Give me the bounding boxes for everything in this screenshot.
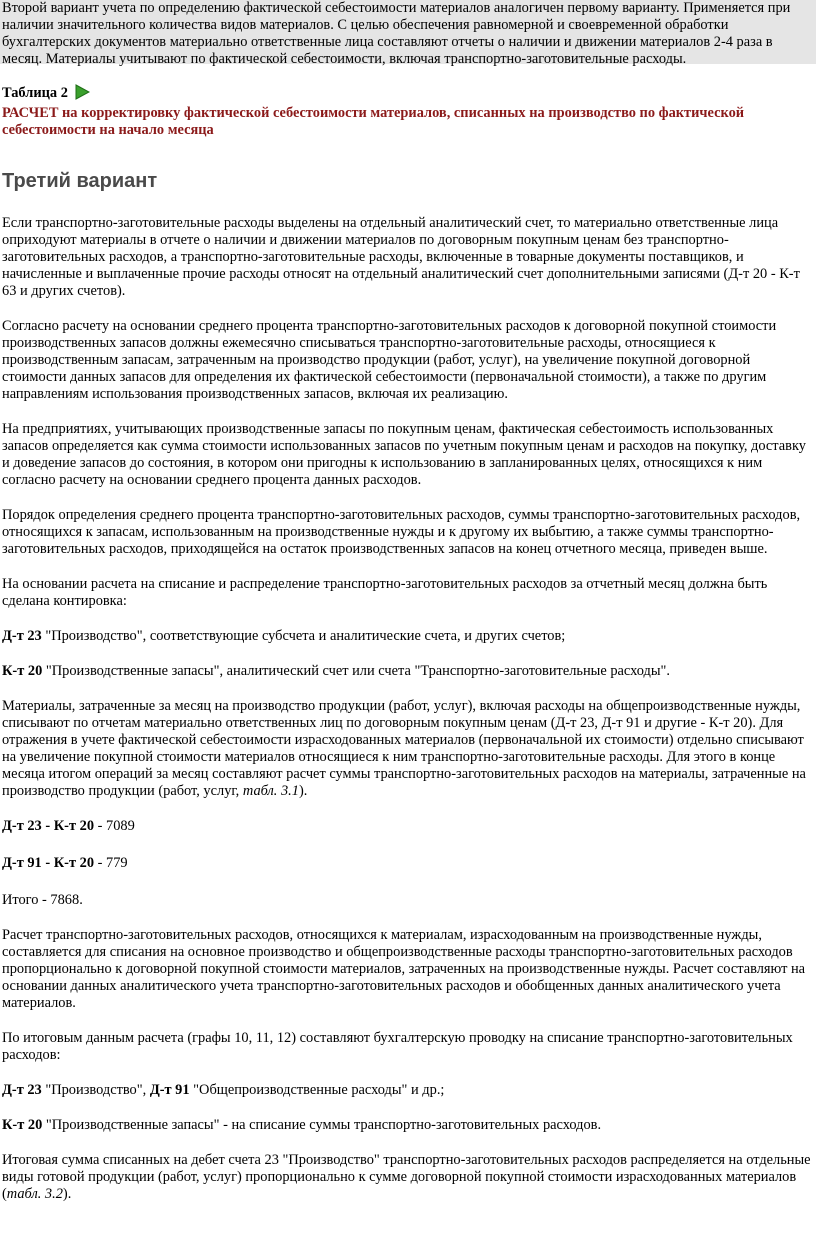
entry-text: "Производство",	[41, 1082, 150, 1098]
entry-account: Д-т 23	[2, 628, 42, 644]
paragraph: Порядок определения среднего процента транспортно-заготовительных расходов, суммы транспортно-заготовительных расходов, относящихся к запасам, использованным на производственные нужды и к другому их выбытию, а также суммы транспортно-заготовительных расходов, приходящейся на остаток производственных запасов на конец отчетного месяца, приведен выше.	[2, 507, 801, 557]
paragraph-text: Итоговая сумма списанных на дебет счета 23 "Производство" транспортно-заготовительных расходов распределяется на отдельные виды готовой продукции (работ, услуг) пропорционально к сумме договорной покупной стоимости израсходованных материалов (	[2, 1152, 811, 1202]
section-heading: Третий вариант	[2, 170, 158, 192]
entry-amount: - 7089	[94, 818, 135, 834]
entry-account: Д-т 23 - К-т 20	[2, 818, 95, 834]
entry-account: Д-т 91	[149, 1082, 190, 1098]
entry-credit-20	[2, 663, 814, 680]
table-reference: табл. 3.2	[6, 1186, 63, 1202]
table-title: РАСЧЕТ на корректировку фактической себестоимости материалов, списанных на производство по фактической себестоимости на начало месяца	[2, 105, 745, 138]
paragraph: На основании расчета на списание и распределение транспортно-заготовительных расходов за отчетный месяц должна быть сделана контировка:	[2, 576, 768, 609]
intro-text: Второй вариант учета по определению фактической себестоимости материалов аналогичен первому варианту. Применяется при наличии значительного количества видов материалов. С целью обеспечения равномерной и своевременной обработки бухгалтерских документов материально ответственные лица составляют отчеты о наличии и движении материалов 2-4 раза в месяц. Материалы учитывают по фактической себестоимости, включая транспортно-заготовительные расходы.	[2, 0, 791, 67]
paragraph: Расчет транспортно-заготовительных расходов, относящихся к материалам, израсходованным на производственные нужды, составляется для списания на основное производство и общепроизводственные расходы транспортно-заготовительных расходов пропорционально к договорной покупной стоимости материалов, затраченных на производственные нужды. Расчет составляют на основании данных аналитического учета транспортно-заготовительных расходов и обобщенных данных аналитического учета материалов.	[2, 927, 806, 1011]
paragraph: Если транспортно-заготовительные расходы выделены на отдельный аналитический счет, то материально ответственные лица оприходуют материалы в отчете о наличии и движении материалов по договорным покупным ценам без транспортно-заготовительных расходов, а транспортно-заготовительные расходы, включенные в товарные документы поставщиков, и начисленные и выплаченные прочие расходы относят на отдельный аналитический счет дополнительными записями (Д-т 20 - К-т 63 и других счетов).	[2, 215, 800, 299]
entry-line	[2, 818, 814, 835]
paragraph-text: Материалы, затраченные за месяц на производство продукции (работ, услуг), включая расходы на общепроизводственные нужды, списывают по отчетам материально ответственных лиц по договорным покупным ценам (Д-т 23, Д-т 91 и другие - К-т 20). Для отражения в учете фактической себестоимости израсходованных материалов (первоначальной их стоимости) отдельно списывают на увеличение покупной стоимости материалов относящиеся к ним транспортно-заготовительные расходы. Для этого в конце месяца итогом операций за месяц составляют расчет суммы транспортно-заготовительных расходов на материалы, затраченные на производство продукции (работ, услуг,	[2, 698, 806, 799]
entry-text: "Производство", соответствующие субсчета и аналитические счета, и других счетов;	[41, 628, 566, 644]
entry-text: "Производственные запасы" - на списание суммы транспортно-заготовительных расходов.	[42, 1117, 602, 1133]
intro-note	[0, 0, 816, 67]
entry-debit-23-91	[2, 1082, 814, 1099]
entry-text: "Производственные запасы", аналитический счет или счета "Транспортно-заготовительные расходы".	[42, 663, 670, 679]
entry-credit-20	[2, 1117, 814, 1134]
entry-account: К-т 20	[2, 663, 43, 679]
table-label: Таблица 2	[2, 85, 68, 101]
table-reference: табл. 3.1	[242, 783, 299, 799]
table-caption	[2, 84, 816, 139]
total-line: Итого - 7868.	[2, 892, 83, 908]
paragraph: На предприятиях, учитывающих производственные запасы по покупным ценам, фактическая себестоимость использованных запасов определяется как сумма стоимости использованных запасов по учетным покупным ценам и расходов на покупку, доставку и доведение запасов до состояния, в котором они пригодны к использованию в запланированных целях, относящихся к ним согласно расчету на основании среднего процента данных расходов.	[2, 421, 806, 488]
entry-account: К-т 20	[2, 1117, 43, 1133]
article-body	[0, 215, 816, 1203]
entry-text: "Общепроизводственные расходы" и др.;	[189, 1082, 445, 1098]
paragraph: Согласно расчету на основании среднего процента транспортно-заготовительных расходов к договорной покупной стоимости производственных запасов должны ежемесячно списываться транспортно-заготовительные расходы, относящиеся к производственным запасам, затраченным на производство продукции (работ, услуг), на увеличение покупной договорной стоимости данных запасов для определения их фактической себестоимости (первоначальной стоимости), а также по другим направлениям использования производственных запасов, включая их реализацию.	[2, 318, 777, 402]
paragraph-text: ).	[62, 1186, 72, 1202]
paragraph-text: ).	[298, 783, 308, 799]
paragraph: По итоговым данным расчета (графы 10, 11, 12) составляют бухгалтерскую проводку на списание транспортно-заготовительных расходов:	[2, 1030, 793, 1063]
entry-account: Д-т 23	[2, 1082, 42, 1098]
paragraph	[2, 1152, 814, 1203]
entry-account: Д-т 91 - К-т 20	[2, 855, 95, 871]
entry-amount: - 779	[94, 855, 128, 871]
entry-debit-23	[2, 628, 814, 645]
paragraph	[2, 698, 814, 800]
green-arrow-icon[interactable]	[74, 84, 90, 105]
entry-line	[2, 855, 814, 872]
